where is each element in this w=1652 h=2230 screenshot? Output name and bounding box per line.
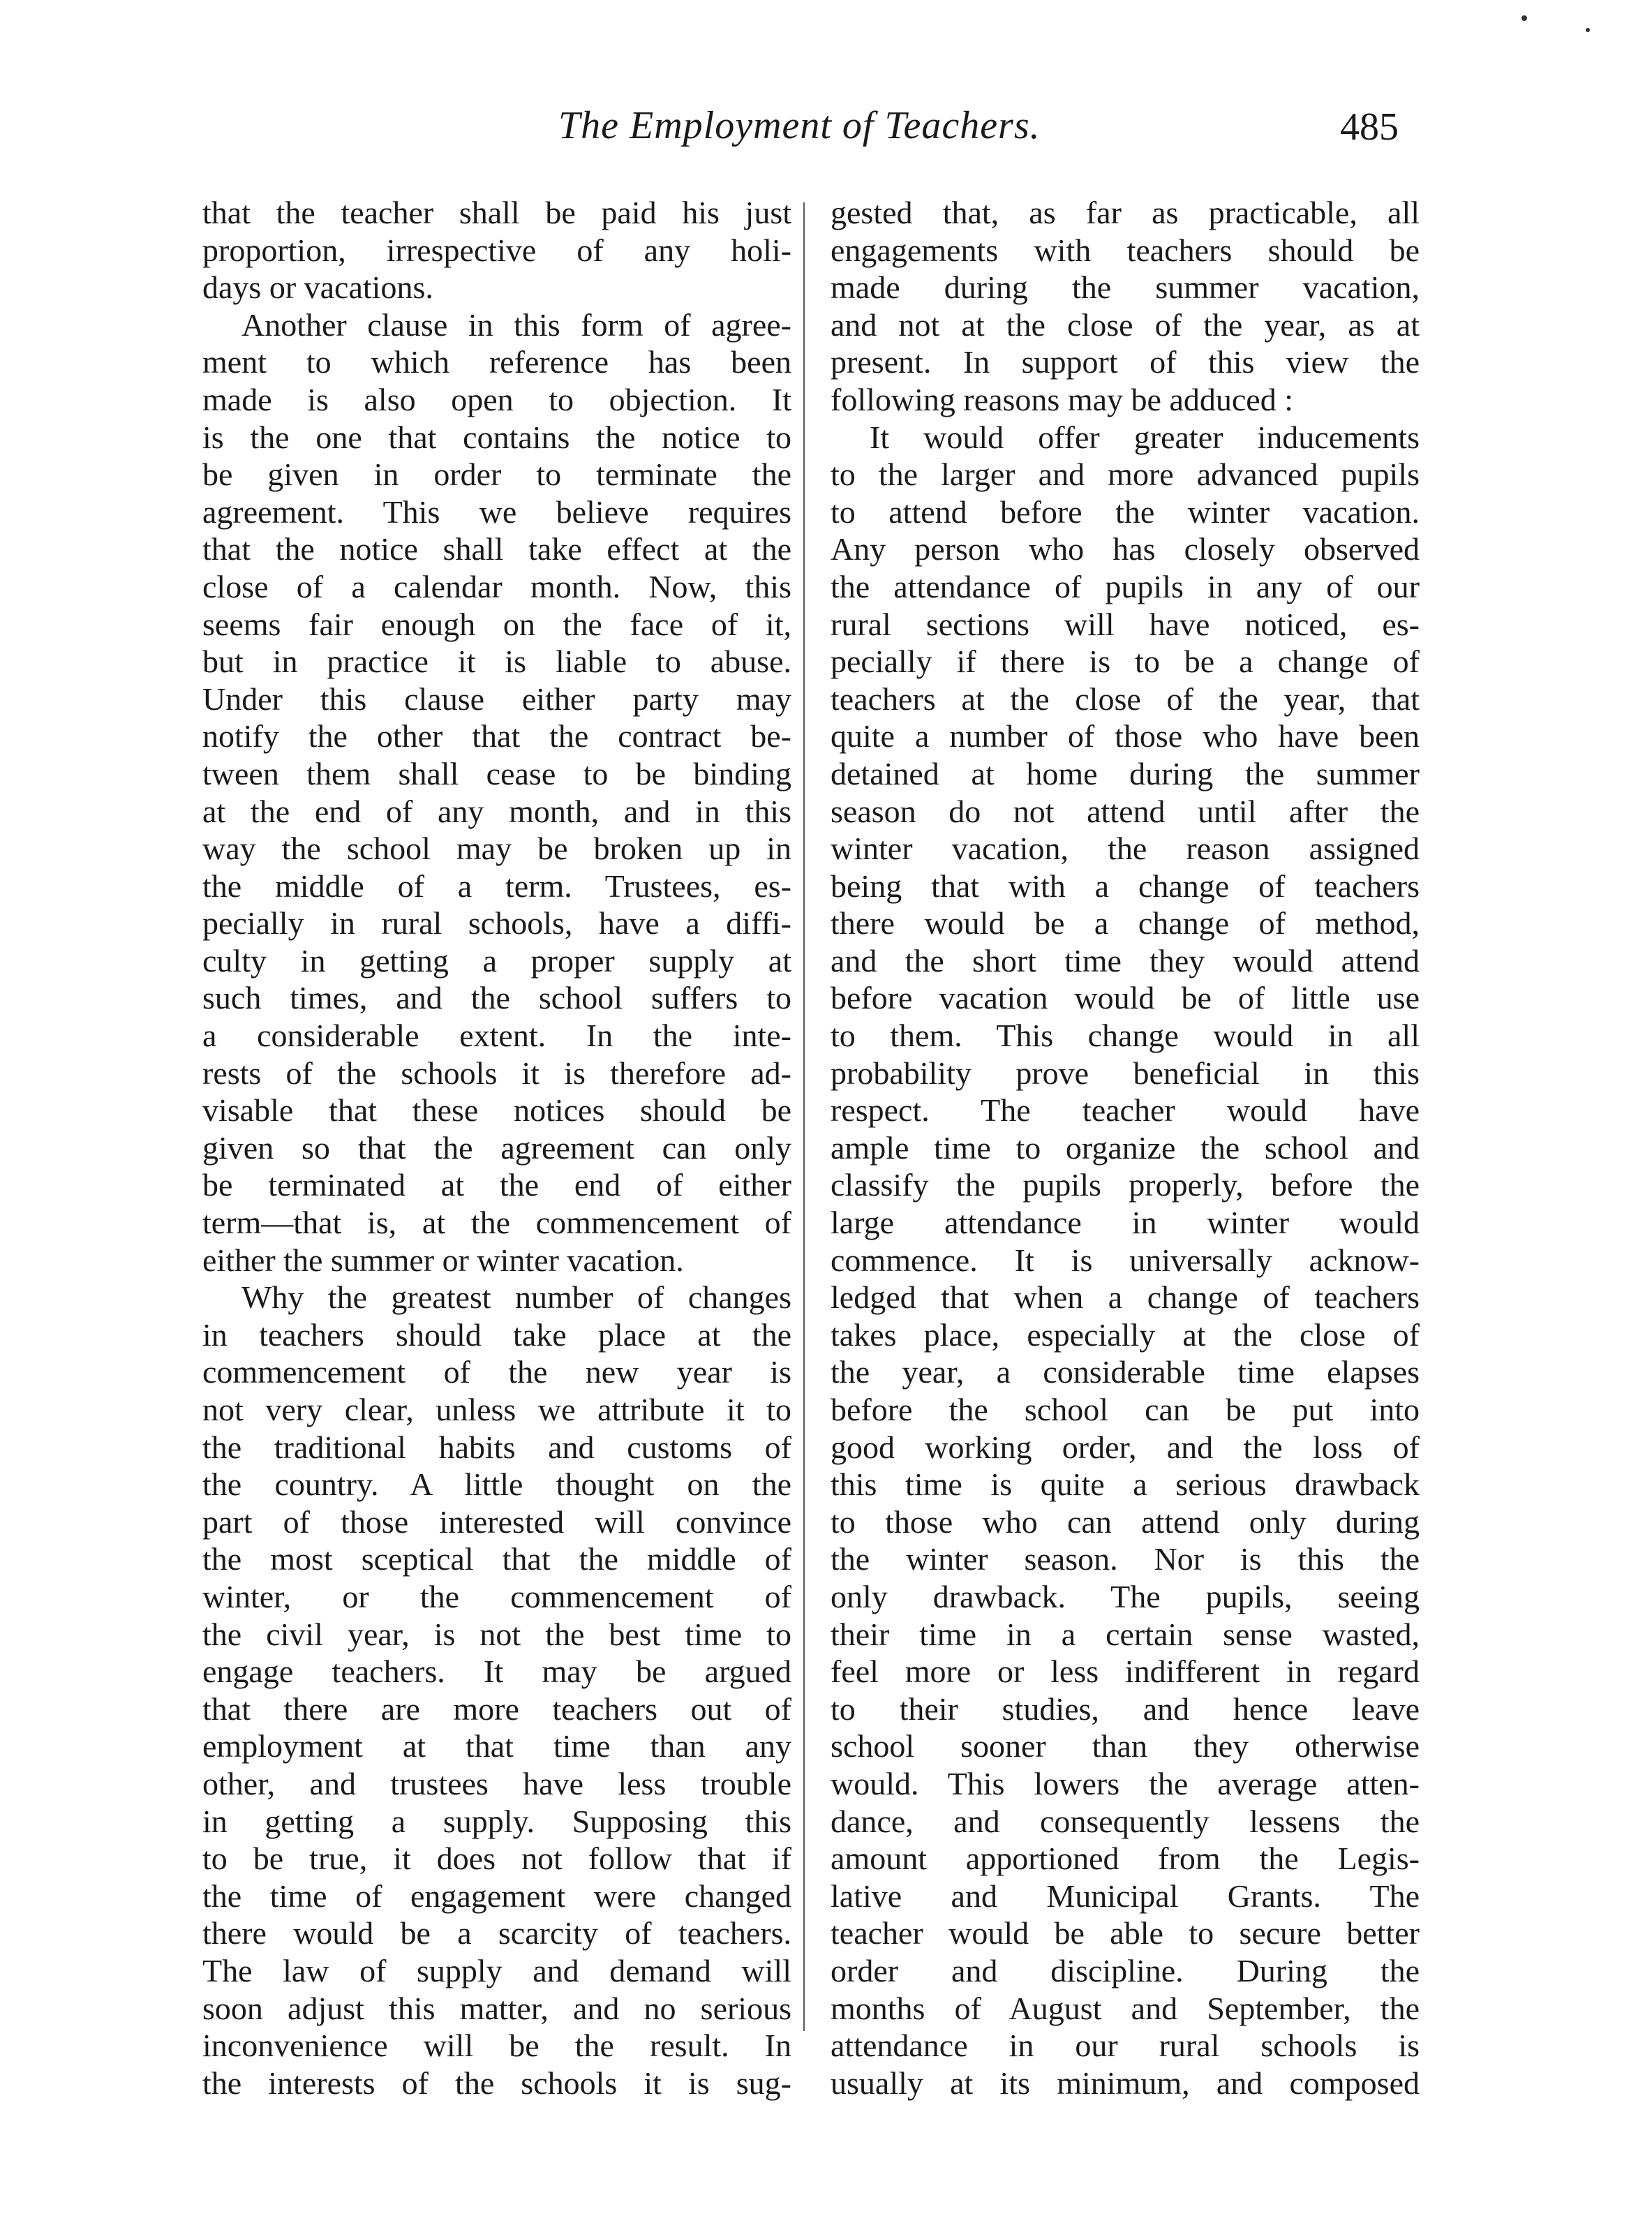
text-line: would. This lowers the average atten- (831, 1765, 1420, 1801)
text-line: Under this clause either party may (202, 681, 791, 717)
text-line: culty in getting a proper supply at (202, 942, 791, 979)
text-line: term—that is, at the commencement of (202, 1205, 791, 1241)
text-line: in getting a supply. Supposing this (202, 1803, 791, 1839)
text-line: good working order, and the loss of (831, 1429, 1420, 1465)
text-line: teacher would be able to secure better (831, 1915, 1420, 1952)
text-line: be given in order to terminate the (202, 456, 791, 493)
text-line: visable that these notices should be (202, 1092, 791, 1129)
text-line: to attend before the winter vacation. (831, 493, 1420, 530)
text-line: the traditional habits and customs of (202, 1429, 791, 1465)
text-line: Why the greatest number of changes (241, 1279, 791, 1316)
text-line: that the notice shall take effect at the (202, 531, 791, 567)
text-line: only drawback. The pupils, seeing (831, 1578, 1420, 1614)
text-line: before vacation would be of little use (831, 980, 1420, 1016)
text-line: to them. This change would in all (831, 1018, 1420, 1054)
left-column (202, 194, 791, 2102)
text-line: there would be a change of method, (831, 905, 1420, 942)
text-line: and the short time they would attend (831, 942, 1420, 979)
text-line: present. In support of this view the (831, 344, 1420, 380)
text-line: part of those interested will convince (202, 1503, 791, 1540)
text-line: respect. The teacher would have (831, 1092, 1420, 1129)
text-line: usually at its minimum, and composed (831, 2065, 1420, 2101)
text-line: agreement. This we believe requires (202, 493, 791, 530)
text-line: the winter season. Nor is this the (831, 1541, 1420, 1577)
text-line: either the summer or winter vacation. (202, 1242, 684, 1278)
text-line: proportion, irrespective of any holi- (202, 232, 791, 268)
print-speck (1521, 15, 1527, 21)
text-line: engage teachers. It may be argued (202, 1653, 791, 1690)
text-line: season do not attend until after the (831, 793, 1420, 829)
text-line: that there are more teachers out of (202, 1690, 791, 1727)
text-line: but in practice it is liable to abuse. (202, 644, 791, 680)
text-line: winter vacation, the reason assigned (831, 831, 1420, 867)
text-line: the civil year, is not the best time to (202, 1616, 791, 1652)
text-line: to their studies, and hence leave (831, 1690, 1420, 1727)
text-line: order and discipline. During the (831, 1952, 1420, 1989)
text-line: employment at that time than any (202, 1728, 791, 1764)
text-line: the interests of the schools it is sug- (202, 2065, 791, 2101)
text-line: days or vacations. (202, 269, 433, 306)
text-line: following reasons may be adduced : (831, 381, 1293, 417)
text-line: there would be a scarcity of teachers. (202, 1915, 791, 1952)
text-line: ledged that when a change of teachers (831, 1279, 1420, 1316)
text-line: engagements with teachers should be (831, 232, 1420, 268)
print-speck (1586, 28, 1590, 32)
text-line: ment to which reference has been (202, 344, 791, 380)
text-line: dance, and consequently lessens the (831, 1803, 1420, 1839)
text-line: in teachers should take place at the (202, 1316, 791, 1353)
right-column (831, 194, 1420, 2102)
text-line: made during the summer vacation, (831, 269, 1420, 306)
text-line: be terminated at the end of either (202, 1167, 791, 1203)
text-line: gested that, as far as practicable, all (831, 195, 1420, 230)
text-line: commencement of the new year is (202, 1354, 791, 1390)
text-line: their time in a certain sense wasted, (831, 1616, 1420, 1652)
text-line: winter, or the commencement of (202, 1578, 791, 1614)
text-line: the time of engagement were changed (202, 1878, 791, 1914)
text-line: given so that the agreement can only (202, 1129, 791, 1166)
text-line: soon adjust this matter, and no serious (202, 1990, 791, 2026)
text-line: It would offer greater inducements (870, 419, 1420, 455)
text-line: that the teacher shall be paid his just (202, 195, 791, 230)
text-line: Another clause in this form of agree- (241, 306, 791, 343)
page-number: 485 (1340, 105, 1399, 149)
text-line: to be true, it does not follow that if (202, 1841, 791, 1877)
text-line: the most sceptical that the middle of (202, 1541, 791, 1577)
text-line: takes place, especially at the close of (831, 1316, 1420, 1353)
text-line: pecially in rural schools, have a diffi- (202, 905, 791, 942)
text-line: rural sections will have noticed, es- (831, 606, 1420, 642)
text-line: The law of supply and demand will (202, 1952, 791, 1989)
text-line: months of August and September, the (831, 1990, 1420, 2026)
text-line: this time is quite a serious drawback (831, 1466, 1420, 1503)
text-line: feel more or less indifferent in regard (831, 1653, 1420, 1690)
text-line: pecially if there is to be a change of (831, 644, 1420, 680)
text-line: probability prove beneficial in this (831, 1055, 1420, 1091)
text-line: and not at the close of the year, as at (831, 306, 1420, 343)
text-line: classify the pupils properly, before the (831, 1167, 1420, 1203)
text-line: before the school can be put into (831, 1392, 1420, 1427)
running-title: The Employment of Teachers. (558, 104, 1041, 147)
text-line: the country. A little thought on the (202, 1466, 791, 1503)
text-line: a considerable extent. In the inte- (202, 1018, 791, 1054)
text-line: such times, and the school suffers to (202, 980, 791, 1016)
text-line: inconvenience will be the result. In (202, 2028, 791, 2064)
text-line: other, and trustees have less trouble (202, 1765, 791, 1801)
text-line: amount apportioned from the Legis- (831, 1841, 1420, 1877)
text-line: rests of the schools it is therefore ad- (202, 1055, 791, 1091)
text-line: teachers at the close of the year, that (831, 681, 1420, 717)
text-line: the attendance of pupils in any of our (831, 568, 1420, 604)
text-line: not very clear, unless we attribute it to (202, 1392, 791, 1427)
text-line: made is also open to objection. It (202, 381, 791, 417)
text-line: to those who can attend only during (831, 1503, 1420, 1540)
text-line: tween them shall cease to be binding (202, 755, 791, 791)
text-line: quite a number of those who have been (831, 718, 1420, 755)
text-line: school sooner than they otherwise (831, 1728, 1420, 1764)
text-line: large attendance in winter would (831, 1205, 1420, 1241)
text-line: ample time to organize the school and (831, 1129, 1420, 1166)
text-line: at the end of any month, and in this (202, 793, 791, 829)
text-line: the middle of a term. Trustees, es- (202, 868, 791, 904)
text-line: seems fair enough on the face of it, (202, 606, 791, 642)
text-line: the year, a considerable time elapses (831, 1354, 1420, 1390)
text-line: lative and Municipal Grants. The (831, 1878, 1420, 1914)
text-line: close of a calendar month. Now, this (202, 568, 791, 604)
column-divider (803, 202, 805, 2031)
text-line: being that with a change of teachers (831, 868, 1420, 904)
text-line: is the one that contains the notice to (202, 419, 791, 455)
text-line: detained at home during the summer (831, 755, 1420, 791)
text-line: attendance in our rural schools is (831, 2028, 1420, 2064)
text-line: way the school may be broken up in (202, 831, 791, 867)
text-line: Any person who has closely observed (831, 531, 1420, 567)
text-line: to the larger and more advanced pupils (831, 456, 1420, 493)
text-line: notify the other that the contract be- (202, 718, 791, 755)
text-line: commence. It is universally acknow- (831, 1242, 1420, 1278)
